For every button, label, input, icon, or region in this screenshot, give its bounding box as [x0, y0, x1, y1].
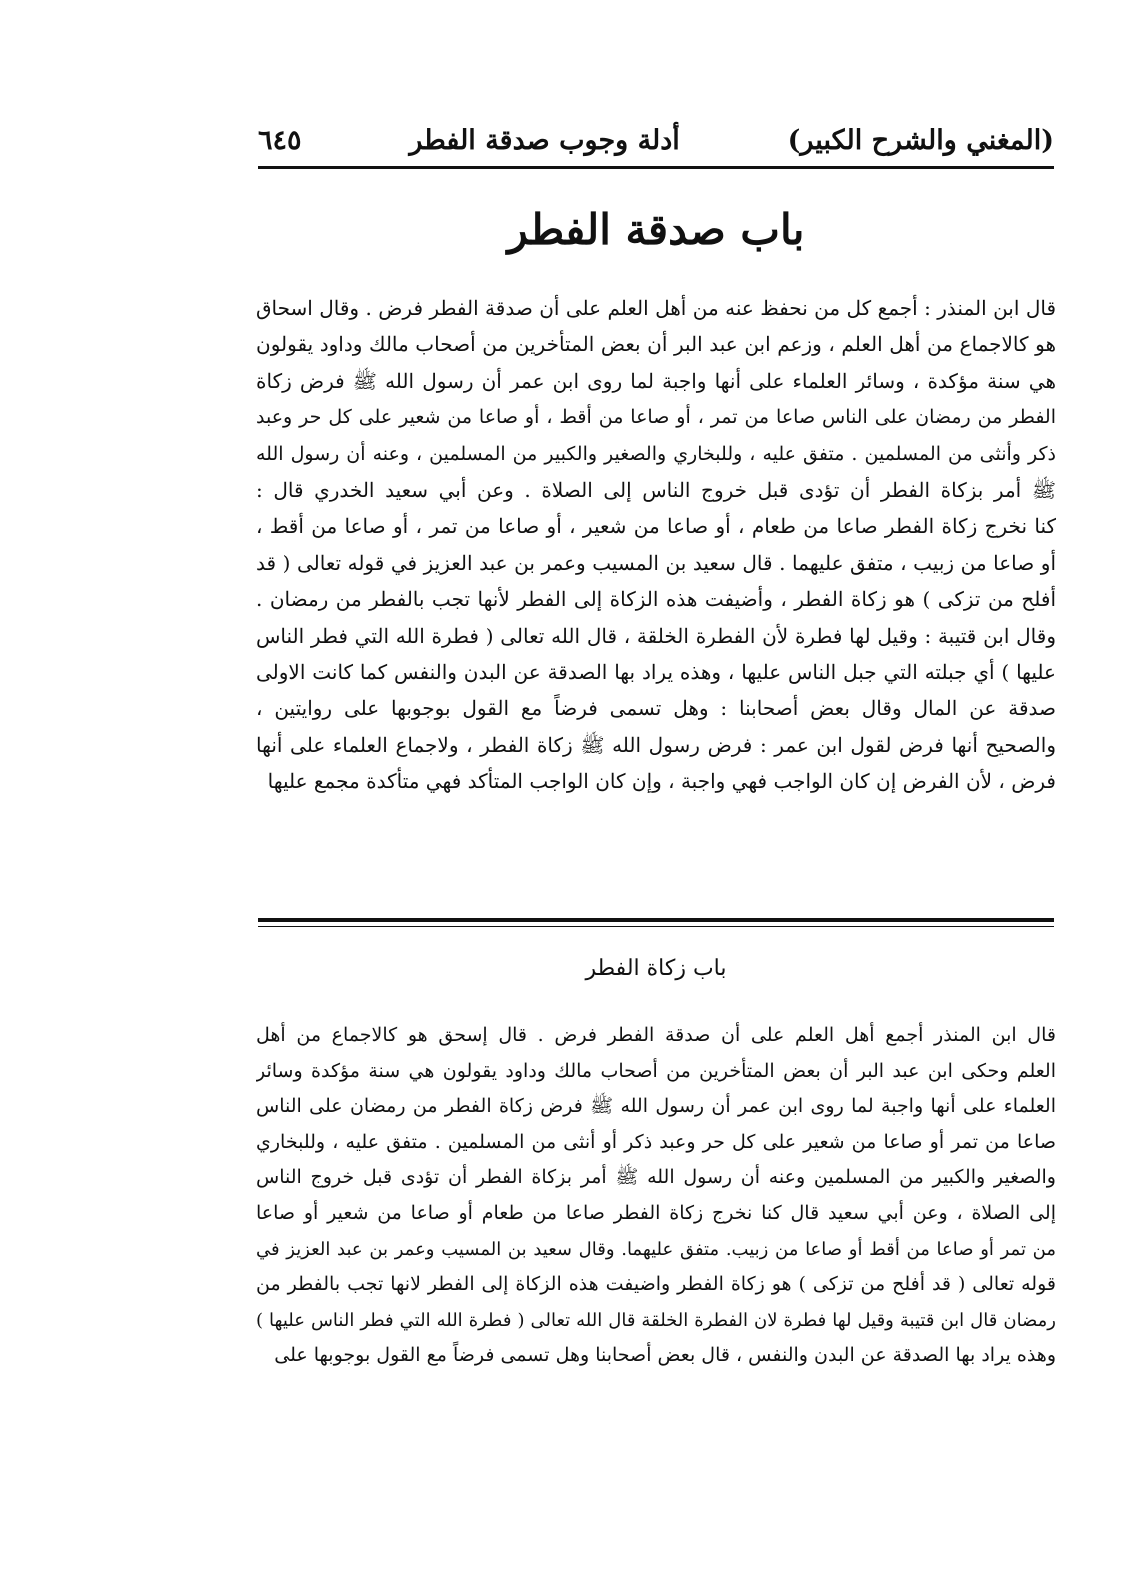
commentary-text-line: والصغير والكبير من المسلمين وعنه أن رسول الله ﷺ أمر بزكاة الفطر أن تؤدى قبل خروج الناس [256, 1166, 1056, 1189]
separator-thick-rule [258, 918, 1054, 922]
main-text-line: وقال ابن قتيبة : وقيل لها فطرة لأن الفطرة الخلقة ، قال الله تعالى ( فطرة الله التي فطر الناس [256, 623, 1056, 648]
commentary-text-line: قوله تعالى ( قد أفلح من تزكى ) هو زكاة الفطر واضيفت هذه الزكاة إلى الفطر لانها تجب بالفطر من [256, 1273, 1056, 1296]
commentary-text-line: قال ابن المنذر أجمع أهل العلم على أن صدقة الفطر فرض . قال إسحق هو كالاجماع من أهل [256, 1024, 1056, 1046]
commentary-text-line: من تمر أو صاعا من أقط أو صاعا من زبيب. متفق عليهما. وقال سعيد بن المسيب وعمر بن عبد العزيز في [256, 1238, 1056, 1260]
main-text [256, 290, 1056, 800]
main-text-line: هو كالاجماع من أهل العلم ، وزعم ابن عبد البر أن بعض المتأخرين من أصحاب مالك وداود يقولون [256, 332, 1056, 357]
commentary-text-line: العلماء على أنها واجبة لما روى ابن عمر أن رسول الله ﷺ فرض زكاة الفطر من رمضان على الناس [256, 1095, 1056, 1118]
main-text-line: والصحيح أنها فرض لقول ابن عمر : فرض رسول الله ﷺ زكاة الفطر ، ولاجماع العلماء على أنها [256, 732, 1056, 757]
running-header [258, 118, 1054, 162]
main-text-line: قال ابن المنذر : أجمع كل من نحفظ عنه من أهل العلم على أن صدقة الفطر فرض . وقال اسحاق [256, 296, 1056, 320]
section-separator [258, 918, 1054, 927]
commentary-text-line: رمضان قال ابن قتيبة وقيل لها فطرة لان الفطرة الخلقة قال الله تعالى ( فطرة الله التي فطر الناس عليها ) [256, 1309, 1056, 1331]
commentary-text-line: العلم وحكى ابن عبد البر أن بعض المتأخرين من أصحاب مالك وداود يقولون هي سنة مؤكدة وسائر [256, 1059, 1056, 1082]
main-text-line: أو صاعا من زبيب ، متفق عليهما . قال سعيد بن المسيب وعمر بن عبد العزيز في قوله تعالى ( قد [256, 550, 1056, 575]
commentary-text-line: صاعا من تمر أو صاعا من شعير على كل حر وعبد ذكر أو أنثى من المسلمين . متفق عليه ، وللبخاري [256, 1130, 1056, 1153]
main-text-line: ذكر وأنثى من المسلمين . متفق عليه ، وللبخاري والصغير والكبير من المسلمين ، وعنه أن رسول الله [256, 442, 1056, 465]
main-text-line: أفلح من تزكى ) هو زكاة الفطر ، وأضيفت هذه الزكاة إلى الفطر لأنها تجب بالفطر من رمضان . [256, 587, 1056, 612]
main-text-line: هي سنة مؤكدة ، وسائر العلماء على أنها واجبة لما روى ابن عمر أن رسول الله ﷺ فرض زكاة [256, 368, 1056, 393]
header-rule [258, 166, 1054, 169]
section-title: باب زكاة الفطر [585, 956, 727, 981]
main-text-line: ﷺ أمر بزكاة الفطر أن تؤدى قبل خروج الناس إلى الصلاة . وعن أبي سعيد الخدري قال : [256, 478, 1056, 503]
main-text-line: عليها ) أي جبلته التي جبل الناس عليها ، وهذه يراد بها الصدقة عن البدن والنفس كما كانت الاولى [256, 660, 1056, 685]
commentary-text-line: وهذه يراد بها الصدقة عن البدن والنفس ، قال بعض أصحابنا وهل تسمى فرضاً مع القول بوجوبها على [274, 1344, 1056, 1367]
commentary-text-line: إلى الصلاة ، وعن أبي سعيد قال كنا نخرج زكاة الفطر صاعا من طعام أو صاعا من شعير أو صاعا [256, 1201, 1056, 1224]
running-title: أدلة وجوب صدقة الفطر [409, 124, 680, 156]
page-number: ٦٤٥ [258, 124, 302, 156]
book-title: (المغني والشرح الكبير) [787, 124, 1054, 156]
main-text-line: صدقة عن المال وقال بعض أصحابنا : وهل تسمى فرضاً مع القول بوجوبها على روايتين ، [256, 696, 1056, 721]
chapter-title: باب صدقة الفطر [507, 205, 805, 254]
separator-thin-rule [258, 926, 1054, 927]
main-text-line: فرض ، لأن الفرض إن كان الواجب فهي واجبة ، وإن كان الواجب المتأكد فهي متأكدة مجمع عليها [267, 769, 1056, 794]
main-text-line: الفطر من رمضان على الناس صاعا من تمر ، أو صاعا من أقط ، أو صاعا من شعير على كل حر وعبد [256, 406, 1056, 429]
main-text-line: كنا نخرج زكاة الفطر صاعا من طعام ، أو صاعا من شعير ، أو صاعا من تمر ، أو صاعا من أقط ، [256, 514, 1056, 539]
commentary-text [256, 1018, 1056, 1374]
